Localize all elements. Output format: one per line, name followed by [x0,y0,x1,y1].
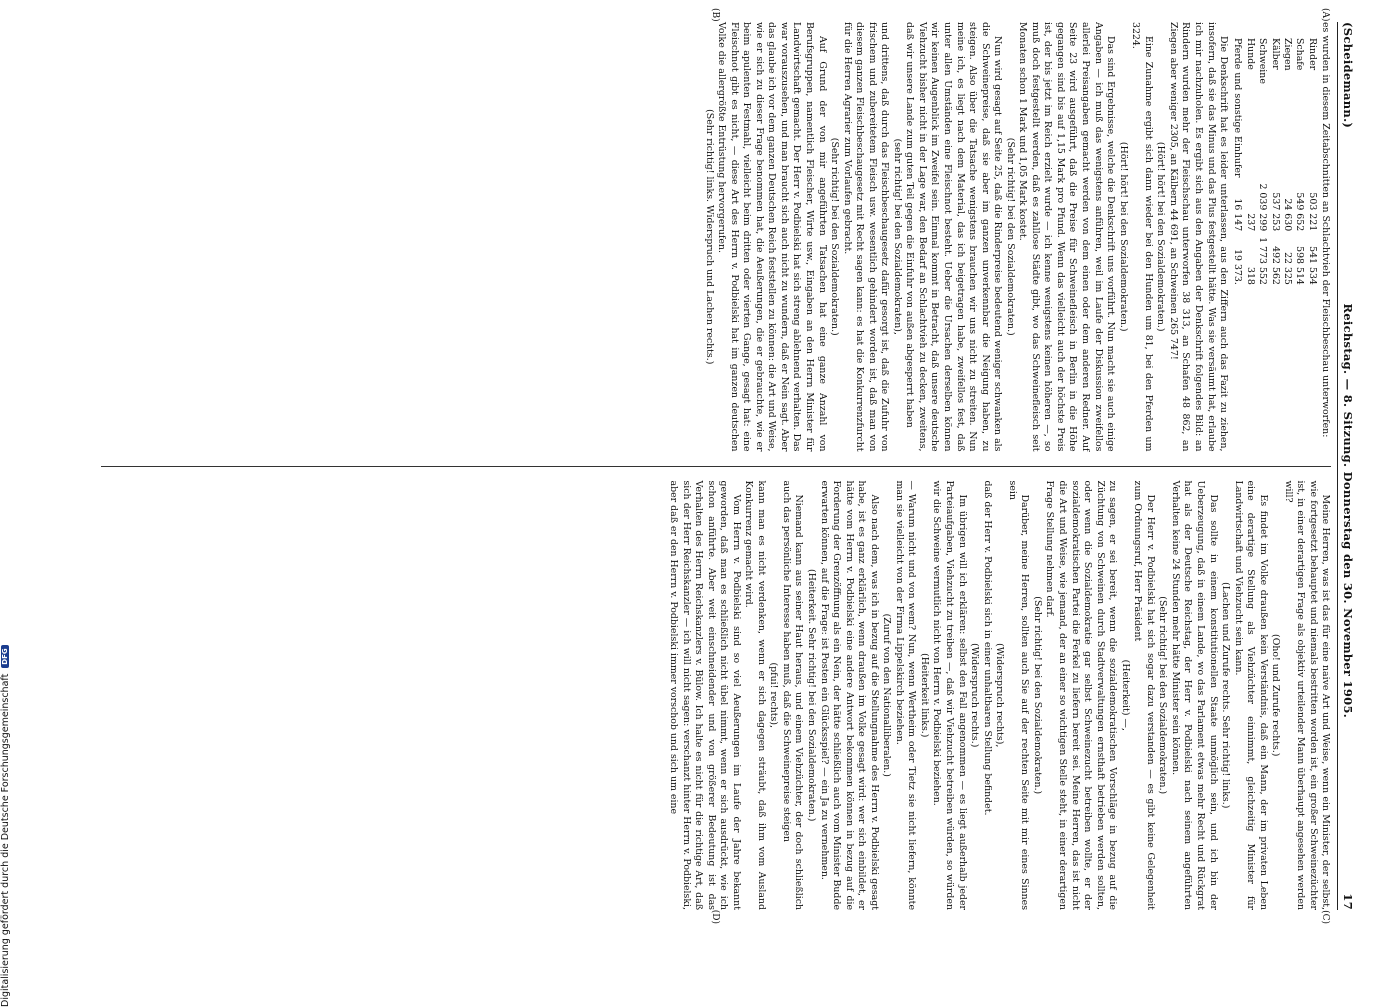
interjection: (Heiterkeit) —, [1119,659,1131,731]
table-cell-value: 1 773 552 [1257,237,1269,285]
digitization-credit [0,187,12,1007]
table-cell-value: 598 514 [1294,246,1306,285]
interjection: (Zuruf von den Nationalliberalen.) [881,613,893,777]
table-cell-value: 24 630 [1282,198,1294,232]
table-cell-value: 537 253 [1269,192,1281,232]
interjection: (Widerspruch rechts.) [969,643,981,748]
table-row [1256,38,1268,291]
right-column [101,480,1332,924]
interjection: (sehr richtig! bei den Sozialdemokraten), [891,138,903,335]
paragraph: es wurden in diesem Zeitabschnitten an Schlachtvieh der Fleischbeschau unterworfen: [1320,22,1332,438]
dfg-logo: DFG [1,645,9,667]
table-row [1293,38,1305,291]
paragraph: Das sollte in einem konstitutionellen Staate unmöglich sein, und ich bin der Ueberzeugung, daß in einem Lande, wo das Parlament etwas mehr Recht und Rückgrat hat als der Deutsche Reichstag, der Herr v. Podbielski nach seinem angeführten Verhalten keine 24 Stunden mehr hätte Minister sein können. [1169,480,1219,910]
interjection: (Sehr richtig! links. Widerspruch und Lachen rechts.) [703,109,715,365]
interjection: (Lachen und Zurufe rechts. Sehr richtig! links.) [1220,582,1232,809]
table-cell-value: 237 [1244,213,1256,232]
paragraph: Eine Zunahme ergibt sich dann wieder bei den Hunden um 81, bei den Pferden um 3224. [1130,22,1154,452]
table-row [1231,38,1243,291]
table-cell-label: Schafe [1294,38,1306,71]
interjection: (Sehr richtig! bei den Sozialdemokraten.) [1004,137,1016,336]
margin-mark-d: (D) [710,909,721,924]
paragraph: zu sagen, er sei bereit, wenn die sozialdemokratischen Vorschläge in bezug auf die Züchtung von Schweinen durch Stadtverwaltungen ernsthaft betrieben werden sollten, oder wenn die Sozialdemokratie gar selbst Schweinezucht betreiben wollte, er der sozialdemokratischen Partei die Ferkel zu liefern bereit sei. Meine Herren, das ist nicht die Art und Weise, wie jemand, der an einer so wichtigen Stelle steht, in einer derartigen Frage Stellung nehmen darf. [1044,480,1119,910]
speaker-name: (Scheidemann.) [1341,22,1355,129]
paragraph: Also nach dem, was ich in bezug auf die Stellungnahme des Herrn v. Podbielski gesagt habe, ist es ganz erklärlich, wenn draußen im Volke gesagt wird: wer sich einbildet, er hätte vom Herrn v. Podbielski eine andere Antwort bekommen können in bezug auf die Forderung der Grenzöffnung als ein Nein, der hätte schließlich auch vom Minister Budde erwarten können, auf die Frage: ist Posten ein Glücksspiel? — ein Ja zu vernehmen. [818,480,880,910]
paragraph: Im übrigen will ich erklären: selbst den Fall angenommen — es liegt außerhalb jeder Parteiaufgaben, Viehzucht zu treiben —, daß wir Viehzucht betreiben würden, so würden wir die Schweine vermutlich nicht von Herrn v. Podbielski beziehen. [931,480,968,910]
document-page [88,8,1360,924]
table-cell-label: Ziegen [1282,38,1294,71]
column-divider [101,466,1331,467]
paragraph: Der Herr v. Podbielski hat sich sogar dazu verstanden — es gibt keine Gelegenheit zum Ordnungsruf, Herr Präsident [1132,480,1156,910]
table-row [1306,38,1318,291]
two-column-body [101,8,1332,924]
table-cell-label: Schweine [1257,38,1269,84]
page-number: 17 [1341,893,1355,910]
paragraph: kann man es nicht verdenken, wenn er sich dagegen sträubt, daß ihm vom Ausland Konkurrenz gemacht wird. [743,480,767,910]
table-row [1243,38,1255,291]
credit-text: Digitalisierung gefördert durch die Deutsche Forschungsgemeinschaft [0,673,11,1007]
interjection: (Sehr richtig! bei den Sozialdemokraten.) [1157,596,1169,795]
table-cell-value: 2 039 299 [1257,183,1269,232]
interjection: (Hört! hört! bei den Sozialdemokraten.) [1155,141,1167,332]
interjection: (Hört! hört! bei den Sozialdemokraten.) [1117,141,1129,332]
interjection: (Widerspruch rechts), [994,643,1006,748]
interjection: (Heiterkeit. Sehr richtig! bei den Sozialdemokraten.) [806,569,818,822]
page-header [1337,22,1354,910]
table-cell-value: 492 562 [1269,246,1281,285]
table-cell-label: Pferde und sonstige Einhufer [1232,38,1244,178]
table-cell-value: 503 221 [1306,192,1318,232]
table-cell-label: Kälber [1269,38,1281,70]
paragraph: — Warum nicht und von wem? Nun, wenn Wertheim oder Tietz sie nicht liefern, könnte man sie vielleicht von der Firma Lippelskirch beziehen. [893,480,918,910]
table-cell-value: 541 534 [1306,246,1318,285]
page-scan [88,8,1360,924]
paragraph: Nun wird gesagt auf Seite 25, daß die Rinderpreise bedeutend weniger schwanken als die Schweinepreise, daß sie aber im ganzen unverkennbar die Neigung haben, zu steigen. Also über die Tatsache wenigstens brauchen wir uns nicht zu streiten. Nun meine ich, es liegt nach dem Material, das ich beigetragen habe, zweifellos fest, daß unter allen Umständen eine Fleischnot besteht. Ueber die Ursachen derselben können wir keinen Augenblick im Zweifel sein. Einmal kommt in Betracht, daß unsere deutsche Viehzucht bisher nicht in der Lage war, den Bedarf an Schlachtvieh zu decken, zweitens, daß wir unsere Lande zum guten Teil gegen die Einfuhr von außen abgesperrt haben [904,22,1004,452]
table-cell-value: 549 652 [1294,192,1306,232]
margin-mark-c: (C) [1320,910,1331,924]
paragraph: Das sind Ergebnisse, welche die Denkschrift uns vorführt. Nun macht sie auch einige Angaben — ich muß das wenigstens anführen, weil im Laufe der Diskussion zweifellos allerlei Preisangaben gemacht werden von dem einen oder dem anderen Redner. Auf Seite 23 wird ausgeführt, daß die Preise für Schweinefleisch in Berlin in die Höhe gegangen sind bis auf 1,15 Mark pro Pfund. Wenn das vielleicht auch der höchste Preis ist, der bis jetzt im Reich erzielt wurde — ich kenne wenigstens keinen höheren —, so muß doch festgestellt werden, daß es zahllose Städte gibt, wo das Schweinefleisch seit Monaten schon 1 Mark und 1,05 Mark kostet. [1017,22,1117,452]
table-row [1268,38,1280,291]
interjection: (Sehr richtig! bei den Sozialdemokraten.) [829,137,841,336]
margin-mark-b: (B) [710,8,721,22]
interjection: (pfui! rechts), [768,662,780,728]
table-cell-value: 318 [1244,266,1256,285]
table-cell-value: 19 373. [1232,249,1244,285]
interjection: (Heiterkeit links.) [918,653,930,738]
interjection: (Oho! und Zurufe rechts.) [1270,634,1282,757]
paragraph: Auf Grund der von mir angeführten Tatsachen hat eine ganze Anzahl von Berufsgruppen, namentlich Fleischer, Wirte usw., Eingaben an den Herrn Minister für Landwirtschaft gemacht. Der Herr v. Podbielski hat sich streng ablehnend verhalten. Das war vorauszusehen, und man braucht sich auch nicht zu wundern, daß er Nein sagt. Aber das glaube ich vor dem ganzen Deutschen Reich feststellen zu können: die Art und Weise, wie er sich zu dieser Frage benommen hat, die Aeußerungen, die er gebrauchte, wie er beim apulenten Festmahl, vielleicht beim dritten oder vierten Gange, gesagt hat: eine Fleischnot gibt es nicht, — diese Art des Herrn v. Podbielski hat im ganzen deutschen Volke die allergrößte Entrüstung hervorgerufen. [716,22,828,452]
table-cell-label: Hunde [1244,38,1256,70]
paragraph: Meine Herren, was ist das für eine naive Art und Weise, wenn ein Minister, der selbst, wie fortgesetzt behauptet und niemals bestritten worden ist, ein großer Schweinezüchter ist, in einer derartigen Frage als objektiv urteilender Mann überhaupt angesehen werden will? [1282,480,1332,910]
table-cell-value: 16 147 [1232,198,1244,232]
margin-mark-a: (A) [1320,8,1331,22]
table-row [1281,38,1293,291]
paragraph: Es findet im Volke draußen kein Verständnis, daß ein Mann, der im privaten Leben eine derartige Stellung als Viehzüchter einnimmt, gleichzeitig Minister für Landwirtschaft und Viehzucht sein kann. [1232,480,1269,910]
paragraph: und drittens, daß durch das Fleischbeschaugesetz dafür gesorgt ist, daß die Zufuhr von frischem und zubereitetem Fleisch usw. wesentlich gehindert worden ist, daß man von diesem ganzen Fleischbeschaugesetz mit Recht sagen kann: es hat die Konkurrenzfurcht für die Herren Agrarier zum Vorlaufen gebracht. [841,22,891,452]
paragraph: daß der Herr v. Podbielski sich in einer unhaltbaren Stellung befindet. [981,480,993,816]
table-cell-value: 22 325 [1282,252,1294,285]
paragraph: Die Denkschrift hat es leider unterlassen, aus den Ziffern auch das Fazit zu ziehen, insofern, daß sie das Minus und das Plus festgestellt hätte. Was sie versäumt hat, erlaube ich mir nachzuholen. Es ergibt sich aus den Angaben der Denkschrift folgendes Bild: an Rindern wurden mehr der Fleischschau unterworfen 38 313, an Schafen 48 862, an Ziegen aber weniger 2305, an Kälbern 44 691, an Schweinen 265 747! [1167,22,1230,452]
interjection: (Sehr richtig! bei den Sozialdemokraten.) [1031,596,1043,795]
left-column [101,8,1332,452]
paragraph: Vom Herrn v. Podbielski sind so viel Aeußerungen im Laufe der Jahre bekannt geworden, daß man es schließlich nicht übel nimmt, wenn er sich ausdrückt, wie ich schon anführte. Aber weit einschneidender und von größerer Bedeutung ist das Verhalten des Herrn Reichskanzlers v. Bülow. Ich halte es nicht für die richtige Art, daß sich der Herr Reichskanzler — ich will nicht sagen: verschanzt hinter Herrn v. Podbielski, aber daß er den Herrn v. Podbielski immer vorschob und sich um eine [668,480,742,910]
table-cell-label: Rinder [1306,38,1318,71]
livestock-table [1231,38,1318,291]
paragraph: Darüber, meine Herren, sollten auch Sie auf der rechten Seite mit mir eines Sinnes sein [1006,480,1031,910]
running-title: Reichstag. — 8. Sitzung. Donnerstag den 30. November 1905. [1341,303,1355,719]
paragraph: Niemand kann aus seiner Haut heraus, und einem Viehzüchter, der doch schließlich auch das persönliche Interesse haben muß, daß die Schweinepreise steigen [780,480,805,910]
